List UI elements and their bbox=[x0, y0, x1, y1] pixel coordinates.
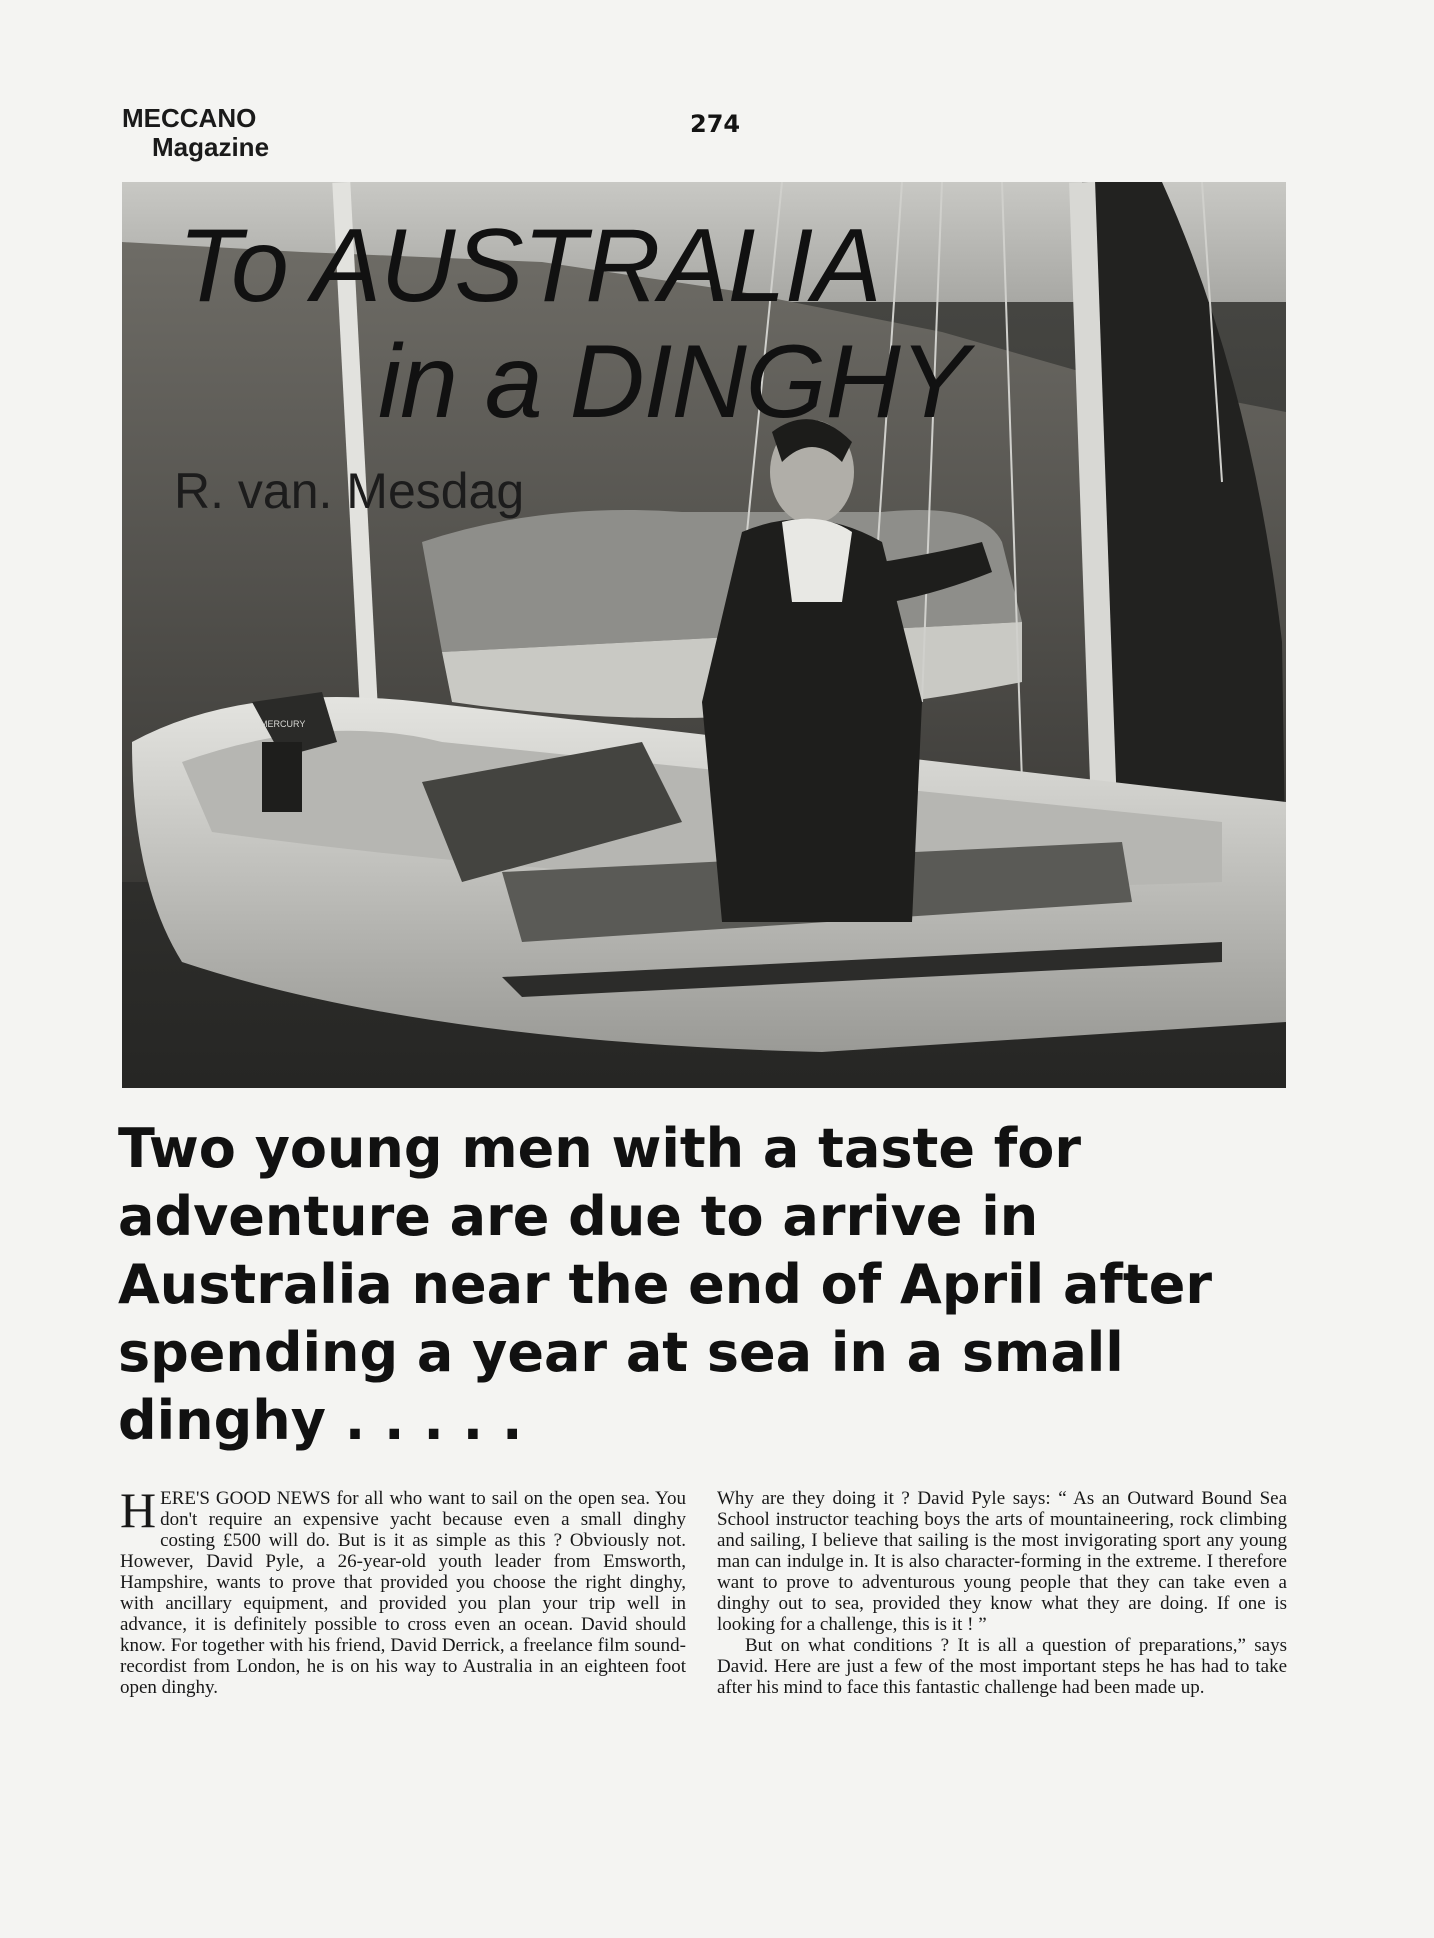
intro-paragraph bbox=[120, 1482, 686, 1698]
masthead-title: MECCANO bbox=[122, 103, 257, 133]
quote-paragraph: Why are they doing it ? David Pyle says: “ As an Outward Bound Sea School instructor teaching boys the arts of mountaineering, rock climbing and sailing, I believe that sailing is the most invigorating sport any young man can indulge in. It is also character-forming in the extreme. I therefore want to prove to adventurous young people that they can take even a dinghy out to sea, provided they know what they are doing. If one is looking for a challenge, this is it ! ” bbox=[717, 1488, 1287, 1635]
article-title-line1: To AUSTRALIA bbox=[178, 208, 881, 324]
author-byline: R. van. Mesdag bbox=[174, 463, 525, 519]
drop-cap: H bbox=[120, 1482, 157, 1538]
article-title-line2: in a DINGHY bbox=[378, 324, 969, 440]
masthead bbox=[122, 104, 269, 162]
dinghy-photo bbox=[122, 182, 1286, 1088]
body-column-left bbox=[120, 1482, 686, 1698]
article-title bbox=[178, 208, 968, 440]
preparations-paragraph: But on what conditions ? It is all a question of preparations,” says David. Here are just a few of the most important steps he has had to take after his mind to face this fantastic challenge had been made up. bbox=[717, 1635, 1287, 1698]
masthead-subtitle: Magazine bbox=[152, 132, 270, 162]
intro-paragraph-text: ERE'S GOOD NEWS for all who want to sail on the open sea. You don't require an expensive yacht because even a small dinghy costing £500 will do. But is it as simple as this ? Obviously not. However, David Pyle, a 26-year-old youth leader from Emsworth, Hampshire, wants to prove that provided you choose the right dinghy, with ancillary equipment, and provided you plan your trip well in advance, it is definitely possible to cross even an ocean. David should know. For together with his friend, David Derrick, a freelance film sound-recordist from London, he is on his way to Australia in an eighteen foot open dinghy. bbox=[120, 1488, 686, 1698]
page-number: 274 bbox=[690, 110, 741, 138]
standfirst-headline: Two young men with a taste for adventure are due to arrive in Australia near the end of April after spending a year at sea in a small dinghy . . . . . bbox=[118, 1117, 1212, 1452]
body-column-right bbox=[717, 1488, 1287, 1698]
motor-brand-label: MERCURY bbox=[260, 719, 306, 729]
